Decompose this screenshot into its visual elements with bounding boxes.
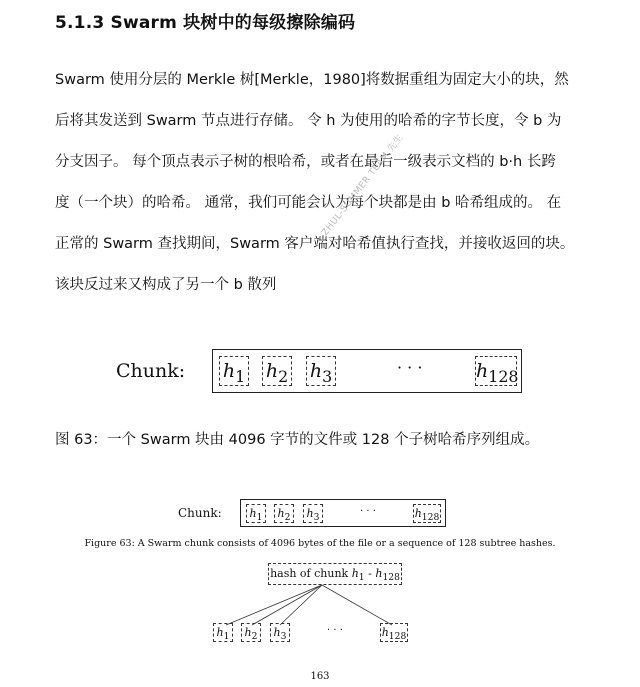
hash-box: $h_1$ bbox=[246, 504, 266, 523]
watermark: ZHUL-SUMMER TEAM 先生 bbox=[320, 132, 406, 239]
hash-box: $h_3$ bbox=[306, 356, 336, 386]
hash-box: $h_{128}$ bbox=[475, 356, 517, 386]
hash-box: $h_2$ bbox=[274, 504, 294, 523]
paragraph-line: Swarm 使用分层的 Merkle 树[Merkle，1980]将数据重组为固定大小的块，然 bbox=[55, 72, 569, 88]
paragraph-line: 后将其发送到 Swarm 节点进行存储。 令 h 为使用的哈希的字节长度，令 b 为 bbox=[55, 113, 562, 129]
hash-box: $h_3$ bbox=[303, 504, 323, 523]
hash-box: $h_1$ bbox=[219, 356, 249, 386]
ellipsis: · · · bbox=[397, 358, 423, 377]
tree-leaf-node: $h_3$ bbox=[270, 623, 290, 642]
paragraph-line: 正常的 Swarm 查找期间，Swarm 客户端对哈希值执行查找，并接收返回的块。 bbox=[55, 236, 575, 252]
chunk-label-large: Chunk: bbox=[116, 360, 186, 382]
hash-box: $h_2$ bbox=[262, 356, 292, 386]
tree-leaf-node: $h_{128}$ bbox=[380, 623, 408, 642]
hash-box: $h_{128}$ bbox=[413, 504, 441, 523]
chunk-label-small: Chunk: bbox=[178, 506, 222, 520]
page-number: 163 bbox=[310, 671, 330, 682]
tree-edge bbox=[226, 585, 322, 625]
paragraph-line: 该块反过来又构成了另一个 b 散列 bbox=[55, 277, 277, 293]
tree-edge bbox=[322, 585, 392, 625]
tree-edge bbox=[252, 585, 322, 625]
ellipsis: · · · bbox=[327, 625, 343, 636]
figure-caption-cn: 图 63：一个 Swarm 块由 4096 字节的文件或 128 个子树哈希序列组成。 bbox=[55, 432, 540, 448]
section-title: Swarm 块树中的每级擦除编码 bbox=[110, 13, 356, 33]
paragraph-line: 分支因子。 每个顶点表示子树的根哈希，或者在最后一级表示文档的 b·h 长跨 bbox=[55, 154, 556, 170]
tree-root-node: hash of chunk $h_1 - h_{128}$ bbox=[268, 563, 402, 585]
tree-leaf-node: $h_2$ bbox=[241, 623, 261, 642]
section-number: 5.1.3 bbox=[55, 13, 105, 33]
ellipsis: · · · bbox=[360, 506, 376, 517]
figure-caption-en: Figure 63: A Swarm chunk consists of 4096 bytes of the file or a sequence of 128 subtree hashes. bbox=[84, 538, 556, 549]
tree-leaf-node: $h_1$ bbox=[213, 623, 233, 642]
paragraph-line: 度（一个块）的哈希。 通常，我们可能会认为每个块都是由 b 哈希组成的。 在 bbox=[55, 195, 562, 211]
